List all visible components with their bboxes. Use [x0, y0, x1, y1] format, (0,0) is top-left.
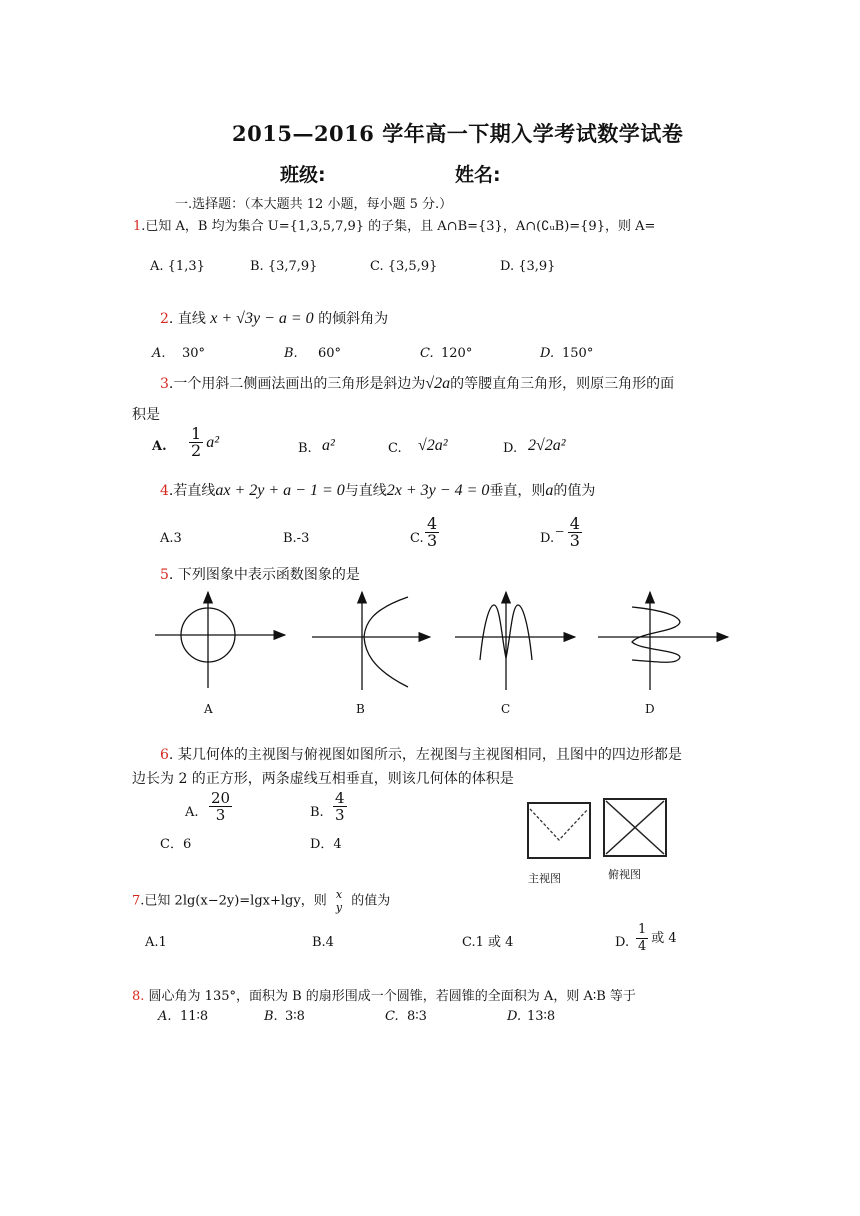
- question-text-pre: .已知 2lg(x−2y)=lgx+lgy，则: [140, 893, 327, 909]
- question-text-post: 的等腰直角三角形，则原三角形的面: [450, 376, 675, 392]
- q7-option-c: C.1 或 4: [462, 935, 514, 950]
- frac-numerator: 20: [211, 789, 231, 807]
- frac-numerator: x: [335, 888, 343, 901]
- question-number: 2: [160, 311, 169, 327]
- question-text-end: 的值为: [553, 483, 596, 499]
- section-heading: 一.选择题：（本大题共 12 小题，每小题 5 分.）: [175, 197, 453, 212]
- question-text-pre: .若直线: [168, 483, 216, 499]
- frac-denominator: 4: [638, 939, 647, 954]
- frac-denominator: 3: [215, 806, 226, 824]
- q8-option-a-letter: A.: [158, 1009, 172, 1024]
- question-text-post: 的值为: [351, 893, 391, 909]
- q4-option-d-letter: D.: [540, 531, 555, 546]
- name-label: 姓名:: [455, 164, 501, 186]
- question-text: . 某几何体的主视图与俯视图如图所示，左视图与主视图相同，且图中的四边形都是: [168, 747, 682, 763]
- q2-option-d-letter: D.: [540, 346, 555, 361]
- frac-denominator: 3: [427, 531, 438, 550]
- q3-option-c-value: √2a²: [418, 437, 448, 454]
- frac-numerator: 4: [569, 514, 580, 533]
- question-6-line1: [160, 746, 682, 764]
- q3-option-d-value: 2√2a²: [528, 437, 566, 454]
- q2-option-b-value: 60°: [318, 346, 342, 361]
- class-label: 班级:: [280, 164, 326, 186]
- frac-denominator: 3: [335, 806, 345, 824]
- frac-tail: a²: [206, 434, 219, 451]
- question-number: 8.: [132, 989, 145, 1004]
- q2-option-c-letter: C.: [420, 346, 434, 361]
- q8-option-d-value: 13∶8: [527, 1009, 556, 1024]
- q8-option-d-letter: D.: [507, 1009, 522, 1024]
- q2-option-a-value: 30°: [182, 346, 206, 361]
- q8-option-b-letter: B.: [264, 1009, 278, 1024]
- frac-denominator: y: [335, 901, 343, 914]
- q1-option-a: A. {1,3}: [150, 259, 205, 274]
- question-text-mid: 与直线: [344, 483, 387, 499]
- question-text-post: 的倾斜角为: [318, 311, 389, 327]
- question-8: [132, 988, 636, 1006]
- question-number: 6: [160, 747, 169, 763]
- question-text: 圆心角为 135°，面积为 B 的扇形围成一个圆锥，若圆锥的全面积为 A，则 A∶B 等于: [144, 989, 636, 1004]
- question-6-line2: 边长为 2 的正方形，两条虚线互相垂直，则该几何体的体积是: [132, 771, 514, 787]
- q8-option-c-letter: C.: [385, 1009, 399, 1024]
- q6-option-a-letter: A.: [185, 805, 199, 820]
- q3-option-b-value: a²: [322, 437, 335, 454]
- q1-option-b: B. {3,7,9}: [250, 259, 318, 274]
- q6-option-a-frac: [206, 790, 235, 823]
- question-3-line2: 积是: [132, 407, 160, 423]
- front-view-label: 主视图: [528, 872, 561, 885]
- q3-option-c-letter: C.: [388, 441, 402, 456]
- top-view: [604, 799, 666, 856]
- question-formula: x + √3y − a = 0: [210, 310, 314, 327]
- q4-option-c-letter: C.: [410, 531, 424, 546]
- q6-option-c: C．6: [160, 837, 192, 852]
- q6-option-b-letter: B.: [310, 805, 324, 820]
- question-number: 1: [133, 219, 142, 234]
- q8-option-a-value: 11∶8: [180, 1009, 209, 1024]
- graph-a: [155, 592, 285, 688]
- question-text-pre: . 直线: [168, 311, 206, 327]
- graph-d: [598, 592, 728, 690]
- front-view: [528, 803, 590, 858]
- question-7: [132, 888, 390, 914]
- question-number: 7: [132, 893, 141, 909]
- question-formula-2: 2x + 3y − 4 = 0: [386, 482, 490, 499]
- q2-option-a-letter: A.: [152, 346, 166, 361]
- q1-option-c: C. {3,5,9}: [370, 259, 438, 274]
- top-view-label: 俯视图: [608, 868, 641, 881]
- frac-denominator: 2: [191, 441, 202, 460]
- question-number: 4: [160, 483, 169, 499]
- q6-option-d: D．4: [310, 837, 342, 852]
- frac-tail: 或 4: [651, 931, 677, 946]
- question-variable: a: [545, 482, 554, 499]
- q2-option-c-value: 120°: [441, 346, 473, 361]
- question-text: . 下列图象中表示函数图象的是: [168, 567, 360, 583]
- frac-numerator: 1: [191, 424, 202, 443]
- q7-option-b: B.4: [312, 935, 334, 950]
- graph-c-label: C: [501, 702, 511, 716]
- question-text-post: 垂直，则: [489, 483, 546, 499]
- question-formula-1: ax + 2y + a − 1 = 0: [215, 482, 345, 499]
- graph-d-label: D: [645, 702, 655, 716]
- q2-option-d-value: 150°: [562, 346, 594, 361]
- q7-option-a: A.1: [145, 935, 167, 950]
- q6-option-b-frac: [330, 790, 350, 823]
- graph-c: [455, 592, 575, 690]
- question-text: .已知 A，B 均为集合 U={1,3,5,7,9} 的子集，且 A∩B={3}，A∩(∁ᵤB)={9}，则 A=: [141, 219, 656, 234]
- q4-option-b: B.-3: [283, 531, 310, 546]
- frac-sign: −: [554, 524, 565, 541]
- question-text-pre: .一个用斜二侧画法画出的三角形是斜边为: [168, 376, 426, 392]
- frac-denominator: 3: [569, 531, 580, 550]
- question-formula: √2a: [425, 375, 451, 392]
- page-title: 2015—2016 学年高一下期入学考试数学试卷: [232, 121, 684, 146]
- q8-option-b-value: 3∶8: [285, 1009, 305, 1024]
- frac-numerator: 4: [427, 514, 438, 533]
- q8-option-c-value: 8∶3: [407, 1009, 427, 1024]
- graph-b-label: B: [356, 702, 365, 716]
- q7-option-d-letter: D.: [615, 935, 630, 950]
- frac-numerator: 1: [638, 922, 647, 937]
- frac-numerator: 4: [335, 789, 345, 807]
- q7-option-d-frac: [633, 922, 677, 955]
- question-number: 5: [160, 567, 169, 583]
- q2-option-b-letter: B.: [284, 346, 298, 361]
- graph-b: [312, 592, 430, 690]
- q4-option-a: A.3: [160, 531, 182, 546]
- q1-option-d: D. {3,9}: [500, 259, 556, 274]
- graph-a-label: A: [204, 702, 213, 716]
- q3-option-d-letter: D.: [503, 441, 518, 456]
- q3-option-b-letter: B.: [298, 441, 312, 456]
- question-number: 3: [160, 376, 169, 392]
- q3-option-a-letter: A.: [152, 439, 167, 454]
